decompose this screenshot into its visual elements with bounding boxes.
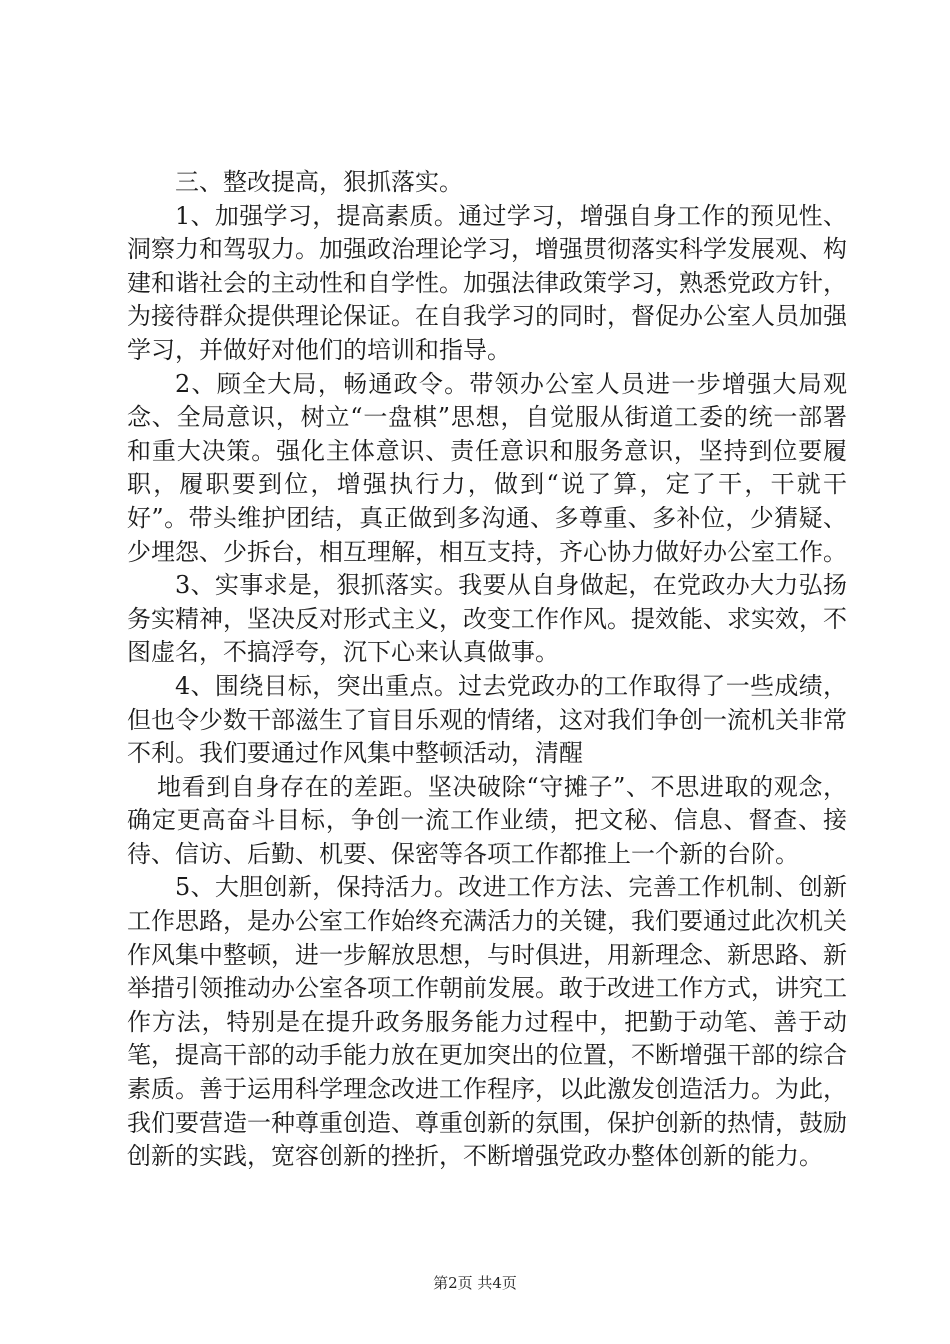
paragraph-2: 2、顾全大局，畅通政令。带领办公室人员进一步增强大局观念、全局意识，树立“一盘棋”思想，自觉服从街道工委的统一部署和重大决策。强化主体意识、责任意识和服务意识，坚持到位要履职，履职要到位，增强执行力，做到“说了算，定了干，干就干好”。带头维护团结，真正做到多沟通、多尊重、多补位，少猜疑、少埋怨、少拆台，相互理解，相互支持，齐心协力做好办公室工作。 — [127, 369, 847, 566]
paragraph-5: 5、大胆创新，保持活力。改进工作方法、完善工作机制、创新工作思路，是办公室工作始终充满活力的关键，我们要通过此次机关作风集中整顿，进一步解放思想，与时俱进，用新理念、新思路、新举措引领推动办公室各项工作朝前发展。敢于改进工作方式，讲究工作方法，特别是在提升政务服务能力过程中，把勤于动笔、善于动笔，提高干部的动手能力放在更加突出的位置，不断增强干部的综合素质。善于运用科学理念改进工作程序，以此激发创造活力。为此，我们要营造一种尊重创造、尊重创新的氛围，保护创新的热情，鼓励创新的实践，宽容创新的挫折，不断增强党政办整体创新的能力。 — [127, 873, 847, 1171]
section-heading: 三、整改提高，狠抓落实。 — [175, 168, 463, 196]
paragraph-4-continued: 地看到自身存在的差距。坚决破除“守摊子”、不思进取的观念，确定更高奋斗目标，争创一流工作业绩，把文秘、信息、督查、接待、信访、后勤、机要、保密等各项工作都推上一个新的台阶。 — [127, 772, 847, 868]
paragraph-4: 4、围绕目标，突出重点。过去党政办的工作取得了一些成绩，但也令少数干部滋生了盲目乐观的情绪，这对我们争创一流机关非常不利。我们要通过作风集中整顿活动，清醒 — [127, 671, 847, 768]
page-number-footer: 第2页 共4页 — [433, 1274, 517, 1292]
paragraph-3: 3、实事求是，狠抓落实。我要从自身做起，在党政办大力弘扬务实精神，坚决反对形式主义，改变工作作风。提效能、求实效，不图虚名，不搞浮夸，沉下心来认真做事。 — [127, 571, 847, 667]
document-body — [127, 166, 847, 1174]
paragraph-1: 1、加强学习，提高素质。通过学习，增强自身工作的预见性、洞察力和驾驭力。加强政治理论学习，增强贯彻落实科学发展观、构建和谐社会的主动性和自学性。加强法律政策学习，熟悉党政方针，为接待群众提供理论保证。在自我学习的同时，督促办公室人员加强学习，并做好对他们的培训和指导。 — [127, 201, 847, 364]
